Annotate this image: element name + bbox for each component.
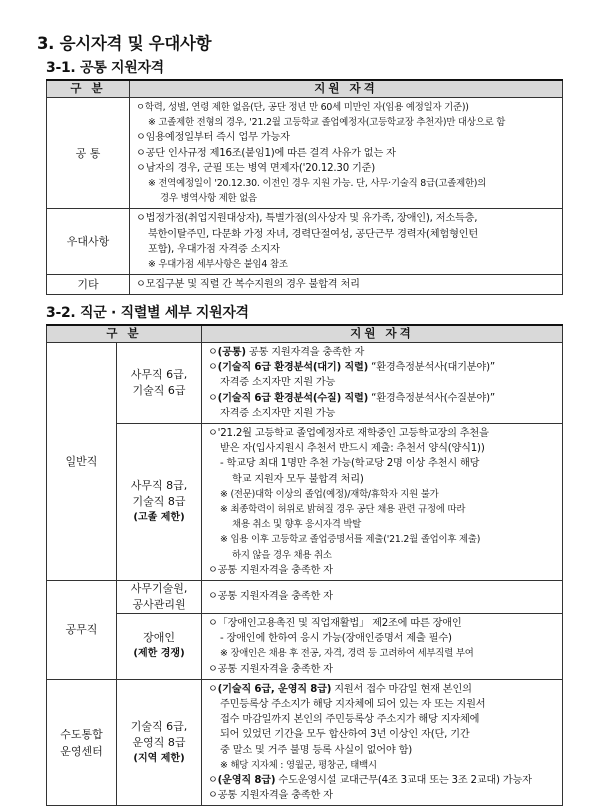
qualification-line: ㅇ법정가점(취업지원대상자), 특별가점(의사상자 및 유가족, 장애인), 저소득층, bbox=[136, 213, 478, 225]
job-series-label: 공사관리원 bbox=[132, 598, 186, 612]
qualification-line: ㅇ모집구분 및 직렬 간 복수지원의 경우 불합격 처리 bbox=[136, 279, 360, 291]
qualification-line: ※ 우대가점 세부사항은 붙임4 참조 bbox=[148, 259, 288, 271]
job-series-label: 기술직 6급, bbox=[130, 719, 188, 733]
qualification-line: ㅇ'21.2월 고등학교 졸업예정자로 재학중인 고등학교장의 추천을 bbox=[208, 428, 489, 440]
qualification-line: 학교 지원자 모두 불합격 처리) bbox=[232, 473, 364, 485]
common-qualification-table bbox=[46, 79, 563, 295]
qualification-cell bbox=[202, 343, 563, 424]
job-group-cell: 공무직 bbox=[47, 581, 117, 680]
job-series-label: 장애인 bbox=[143, 631, 175, 645]
qualification-line: ※ 임용 이후 고등학교 졸업증명서를 제출('21.2월 졸업이후 제출) bbox=[220, 534, 481, 546]
qualification-line: ㅇ학력, 성별, 연령 제한 없음(단, 공단 정년 만 60세 미만인 자(임용 예정일자 기준)) bbox=[136, 102, 469, 113]
column-header-qualification: 지원 자격 bbox=[130, 80, 563, 98]
job-series-cell bbox=[117, 679, 202, 806]
qualification-line: 경우 병역사항 제한 없음 bbox=[160, 193, 257, 205]
job-series-label: 사무직 8급, bbox=[130, 479, 188, 493]
qualification-line: - 장애인에 한하여 응시 가능(장애인증명서 제출 필수) bbox=[220, 633, 452, 645]
qualification-line: ㅇ공단 인사규정 제16조(붙임1)에 따른 결격 사유가 없는 자 bbox=[136, 147, 396, 159]
qualification-line: 포함), 우대가점 자격증 소지자 bbox=[148, 243, 280, 255]
qualification-line: ※ 고졸제한 전형의 경우, '21.2월 고등학교 졸업예정자(고등학교장 추천자)만 대상으로 함 bbox=[148, 117, 506, 129]
table-row bbox=[47, 343, 563, 424]
column-header-category: 구 분 bbox=[47, 325, 202, 343]
job-series-label: 기술직 6급 bbox=[132, 384, 186, 397]
column-header-qualification: 지원 자격 bbox=[202, 325, 563, 343]
qualification-line: ㅇ임용예정일부터 즉시 업무 가능자 bbox=[136, 132, 290, 144]
job-series-label: 운영직 8급 bbox=[132, 735, 186, 749]
qualification-line: ㅇ공통 지원자격을 충족한 자 bbox=[208, 790, 333, 802]
qualification-cell bbox=[202, 581, 563, 614]
qualification-line: 북한이탈주민, 다문화 가정 자녀, 경력단절여성, 공단근무 경력자(체험형인턴 bbox=[148, 228, 478, 240]
qualification-line: ㅇ(공통) 공통 지원자격을 충족한 자 bbox=[208, 347, 365, 358]
qualification-line: 주민등록상 주소지가 해당 지자체에 되어 있는 자 또는 지원서 bbox=[220, 699, 486, 711]
category-cell: 기타 bbox=[47, 275, 130, 295]
detailed-qualification-table bbox=[46, 324, 563, 806]
qualification-line: 받은 자(입사지원시 추천서 반드시 제출: 추천서 양식(양식1)) bbox=[220, 443, 485, 455]
job-series-cell bbox=[117, 424, 202, 581]
qualification-line: ㅇ(운영직 8급) 수도운영시설 교대근무(4조 3교대 또는 3조 2교대) 가능자 bbox=[208, 775, 532, 787]
job-series-cell bbox=[117, 581, 202, 614]
job-series-label: 사무기술원, bbox=[130, 582, 188, 596]
qualification-line: ㅇ(기술직 6급 환경분석(대기) 직렬) “환경측정분석사(대기분야)” bbox=[208, 362, 495, 374]
table-row bbox=[47, 209, 563, 275]
qualification-line: ㅇ「장애인고용촉진 및 직업재활법」 제2조에 따른 장애인 bbox=[208, 618, 462, 630]
job-series-cell bbox=[117, 614, 202, 680]
category-cell: 공 통 bbox=[47, 98, 130, 209]
table-row bbox=[47, 98, 563, 209]
table-row bbox=[47, 581, 563, 614]
qualification-line: ※ 전역예정일이 '20.12.30. 이전인 경우 지원 가능. 단, 사무·기술직 8급(고졸제한)의 bbox=[148, 178, 487, 190]
qualification-cell bbox=[130, 275, 563, 295]
restriction-note: (지역 제한) bbox=[133, 752, 185, 764]
qualification-line: ※ (전문)대학 이상의 졸업(예정)/재학/휴학자 지원 불가 bbox=[220, 488, 439, 500]
column-header-category: 구 분 bbox=[47, 80, 130, 98]
qualification-line: ㅇ(기술직 6급 환경분석(수질) 직렬) “환경측정분석사(수질분야)” bbox=[208, 392, 495, 404]
qualification-line: ㅇ공통 지원자격을 충족한 자 bbox=[208, 663, 333, 675]
category-cell: 우대사항 bbox=[47, 209, 130, 275]
qualification-cell bbox=[202, 424, 563, 581]
qualification-line: 하지 않을 경우 채용 취소 bbox=[232, 549, 332, 561]
qualification-cell bbox=[130, 98, 563, 209]
section-2-heading: 3-2. 직군 · 직렬별 세부 지원자격 bbox=[46, 305, 249, 321]
table-row bbox=[47, 424, 563, 581]
job-group-cell: 일반직 bbox=[47, 343, 117, 581]
qualification-line: 자격증 소지자만 지원 가능 bbox=[220, 377, 336, 389]
qualification-line: ㅇ공통 지원자격을 충족한 자 bbox=[208, 591, 333, 603]
qualification-line: 되어 있었던 기간을 모두 합산하여 3년 이상인 자(단, 기간 bbox=[220, 729, 470, 741]
qualification-line: 접수 마감일까지 본인의 주민등록상 주소지가 해당 지자체에 bbox=[220, 714, 480, 726]
qualification-line: 자격증 소지자만 지원 가능 bbox=[220, 407, 336, 419]
table-row bbox=[47, 275, 563, 295]
qualification-cell bbox=[202, 679, 563, 806]
job-series-cell bbox=[117, 343, 202, 424]
table-row bbox=[47, 614, 563, 680]
qualification-line: 채용 취소 및 향후 응시자격 박탈 bbox=[232, 519, 362, 531]
qualification-cell bbox=[130, 209, 563, 275]
qualification-line: 중 말소 및 거주 불명 등록 사실이 없어야 함) bbox=[220, 744, 412, 756]
page-title: 3. 응시자격 및 우대사항 bbox=[37, 34, 212, 53]
qualification-line: - 학교당 최대 1명만 추천 가능(학교당 2명 이상 추천시 해당 bbox=[220, 458, 480, 470]
job-series-label: 사무직 6급, bbox=[130, 368, 188, 381]
qualification-line: ※ 최종학력이 허위로 밝혀질 경우 공단 채용 관련 규정에 따라 bbox=[220, 504, 466, 516]
job-series-label: 기술직 8급 bbox=[132, 495, 186, 509]
restriction-note: (고졸 제한) bbox=[133, 512, 185, 524]
qualification-line: ㅇ공통 지원자격을 충족한 자 bbox=[208, 564, 333, 576]
qualification-cell bbox=[202, 614, 563, 680]
restriction-note: (제한 경쟁) bbox=[133, 648, 185, 660]
section-1-heading: 3-1. 공통 지원자격 bbox=[46, 60, 164, 76]
qualification-line: ※ 장애인은 채용 후 전공, 자격, 경력 등 고려하여 세부직렬 부여 bbox=[220, 648, 474, 660]
job-group-cell: 수도통합 운영센터 bbox=[47, 679, 117, 806]
table-row bbox=[47, 679, 563, 806]
qualification-line: ㅇ남자의 경우, 군필 또는 병역 면제자('20.12.30 기준) bbox=[136, 162, 376, 174]
qualification-line: ※ 해당 지자체 : 영월군, 평창군, 태백시 bbox=[220, 759, 377, 771]
qualification-line: ㅇ(기술직 6급, 운영직 8급) 지원서 접수 마감일 현재 본인의 bbox=[208, 683, 472, 695]
